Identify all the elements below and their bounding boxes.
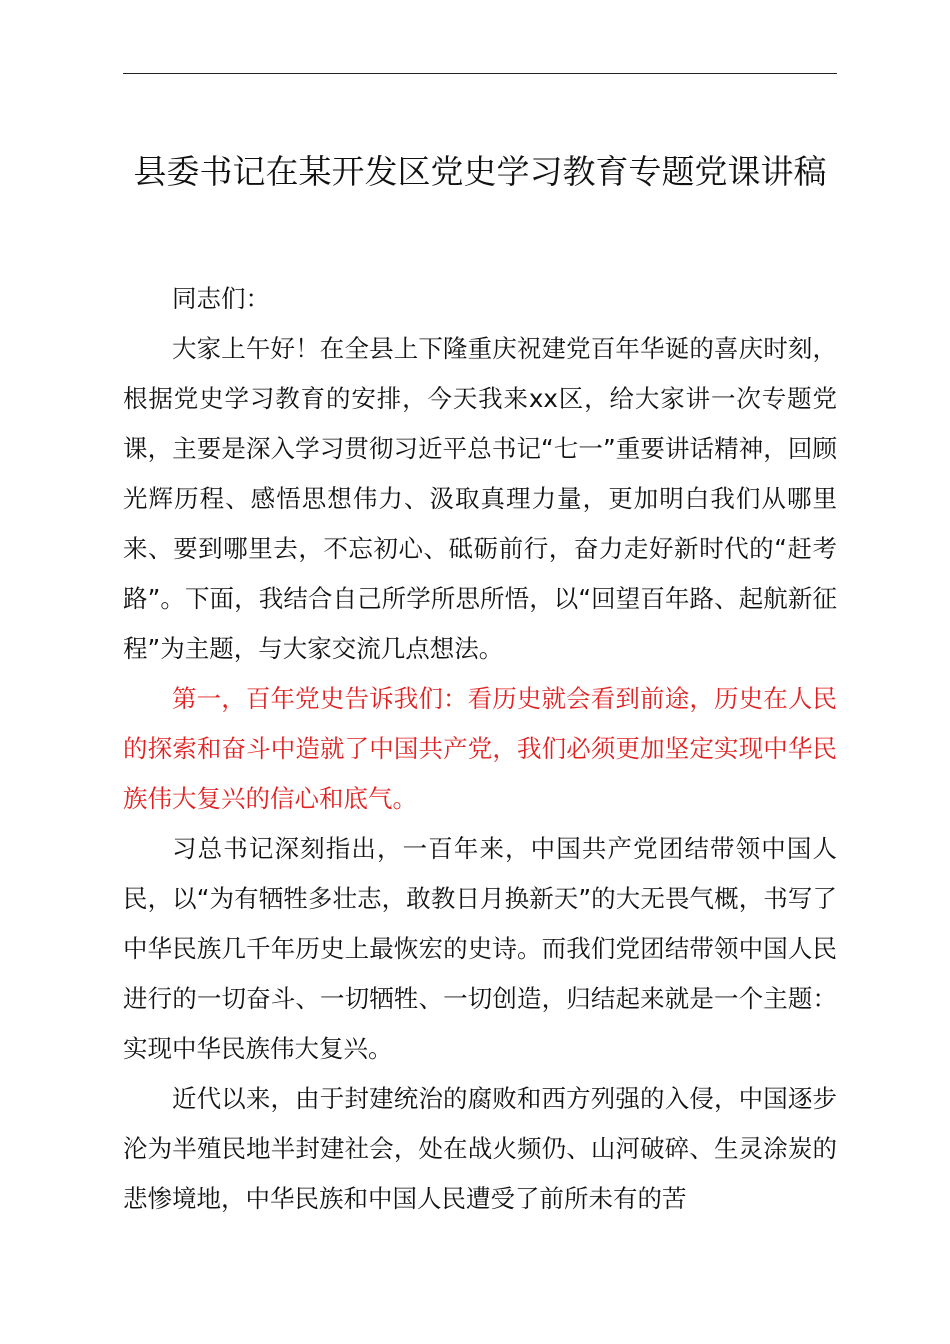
- header-rule: [123, 73, 837, 74]
- section-heading-first: 第一，百年党史告诉我们：看历史就会看到前途，历史在人民的探索和奋斗中造就了中国共产党，我们必须更加坚定实现中华民族伟大复兴的信心和底气。: [123, 684, 837, 813]
- document-title: 县委书记在某开发区党史学习教育专题党课讲稿: [133, 152, 827, 191]
- paragraph-history: 习总书记深刻指出，一百年来，中国共产党团结带领中国人民，以“为有牺牲多壮志，敢教日月换新天”的大无畏气概，书写了中华民族几千年历史上最恢宏的史诗。而我们党团结带领中国人民进行的一切奋斗、一切牺牲、一切创造，归结起来就是一个主题：实现中华民族伟大复兴。: [123, 834, 837, 1063]
- salutation: 同志们：: [172, 284, 270, 313]
- paragraph-intro: 大家上午好！在全县上下隆重庆祝建党百年华诞的喜庆时刻，根据党史学习教育的安排，今天我来xx区，给大家讲一次专题党课，主要是深入学习贯彻习近平总书记“七一”重要讲话精神，回顾光辉历程、感悟思想伟力、汲取真理力量，更加明白我们从哪里来、要到哪里去，不忘初心、砥砺前行，奋力走好新时代的“赶考路”。下面，我结合自己所学所思所悟，以“回望百年路、起航新征程”为主题，与大家交流几点想法。: [123, 334, 837, 663]
- document-body: [123, 274, 837, 1224]
- paragraph-modern: 近代以来，由于封建统治的腐败和西方列强的入侵，中国逐步沦为半殖民地半封建社会，处在战火频仍、山河破碎、生灵涂炭的悲惨境地，中华民族和中国人民遭受了前所未有的苦: [123, 1084, 837, 1213]
